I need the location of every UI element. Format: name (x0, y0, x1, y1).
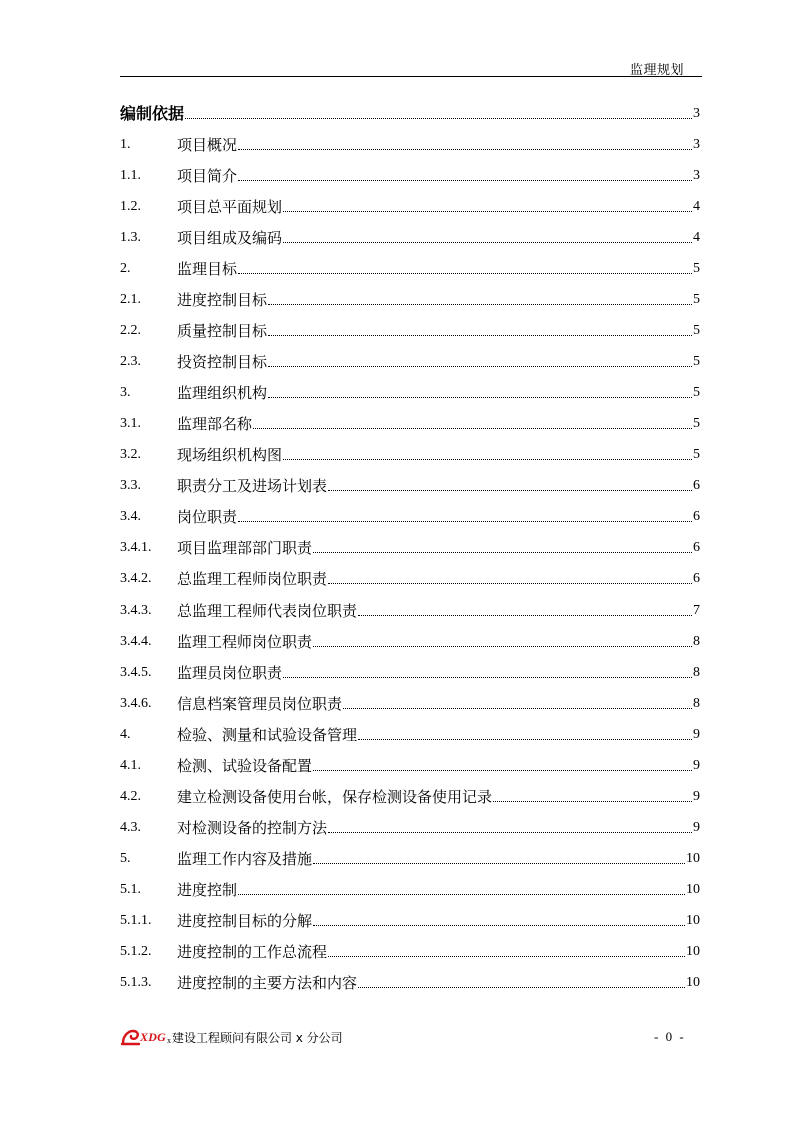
toc-entry-page: 5 (693, 385, 700, 400)
toc-entry[interactable] (120, 348, 700, 372)
toc-leader-dots (313, 551, 692, 553)
toc-leader-dots (313, 645, 692, 647)
toc-entry-title: 进度控制目标的分解 (177, 912, 313, 930)
toc-leader-dots (238, 272, 692, 274)
toc-entry[interactable] (120, 193, 700, 217)
toc-entry-title: 项目概况 (177, 136, 238, 154)
toc-entry-page: 9 (693, 727, 700, 742)
toc-leader-dots (313, 924, 685, 926)
toc-leader-dots (283, 458, 692, 460)
toc-entry-page: 6 (693, 571, 700, 586)
toc-entry[interactable] (120, 379, 700, 403)
toc-entry-number: 4.3. (120, 820, 141, 835)
toc-entry[interactable] (120, 752, 700, 776)
toc-entry-title: 项目组成及编码 (177, 229, 283, 247)
toc-entry-number: 5.1.2. (120, 944, 152, 959)
toc-entry-number: 4.1. (120, 758, 141, 773)
toc-entry-page: 3 (693, 106, 700, 121)
toc-leader-dots (328, 582, 692, 584)
toc-entry[interactable] (120, 162, 700, 186)
toc-entry-page: 10 (686, 913, 700, 928)
toc-leader-dots (328, 831, 692, 833)
toc-leader-dots (328, 955, 685, 957)
toc-entry-page: 5 (693, 323, 700, 338)
toc-entry-number: 2. (120, 261, 131, 276)
toc-entry-title: 监理员岗位职责 (177, 664, 283, 682)
toc-entry-title: 监理组织机构 (177, 384, 268, 402)
toc-entry-page: 6 (693, 509, 700, 524)
toc-leader-dots (238, 893, 685, 895)
toc-entry-number: 3.4.6. (120, 696, 152, 711)
toc-entry-title: 进度控制 (177, 881, 238, 899)
company-logo (120, 1027, 172, 1047)
toc-entry-title: 检验、测量和试验设备管理 (177, 726, 358, 744)
toc-entry-title: 信息档案管理员岗位职责 (177, 695, 343, 713)
toc-entry-number: 3.4.3. (120, 603, 152, 618)
toc-leader-dots (238, 148, 692, 150)
toc-entry-number: 3. (120, 385, 131, 400)
toc-entry[interactable] (120, 565, 700, 589)
toc-entry-title: 项目总平面规划 (177, 198, 283, 216)
toc-entry-number: 3.4. (120, 509, 141, 524)
toc-entry[interactable] (120, 721, 700, 745)
toc-entry-title: 总监理工程师代表岗位职责 (177, 602, 358, 620)
header-rule (120, 76, 702, 77)
toc-entry[interactable] (120, 690, 700, 714)
toc-entry[interactable] (120, 131, 700, 155)
toc-entry-page: 8 (693, 634, 700, 649)
toc-entry[interactable] (120, 255, 700, 279)
toc-entry-number: 3.4.4. (120, 634, 152, 649)
toc-entry-page: 10 (686, 975, 700, 990)
toc-entry[interactable] (120, 286, 700, 310)
toc-leader-dots (343, 707, 692, 709)
toc-leader-dots (358, 986, 685, 988)
toc-entry-number: 3.4.5. (120, 665, 152, 680)
toc-entry-title: 总监理工程师岗位职责 (177, 570, 328, 588)
toc-leader-dots (238, 179, 692, 181)
toc-entry-page: 10 (686, 851, 700, 866)
toc-entry[interactable] (120, 317, 700, 341)
toc-entry[interactable] (120, 938, 700, 962)
toc-entry-page: 4 (693, 199, 700, 214)
toc-entry[interactable] (120, 845, 700, 869)
toc-entry-page: 9 (693, 758, 700, 773)
toc-entry-number: 1.1. (120, 168, 141, 183)
toc-entry-title: 编制依据 (120, 104, 185, 123)
toc-entry[interactable] (120, 100, 700, 124)
toc-entry-title: 监理目标 (177, 260, 238, 278)
page-footer (120, 1026, 343, 1048)
logo-mark-icon (120, 1027, 142, 1047)
company-name: 建设工程顾问有限公司 x 分公司 (171, 1030, 343, 1045)
toc-entry-number: 5. (120, 851, 131, 866)
toc-leader-dots (268, 396, 692, 398)
toc-entry-number: 3.3. (120, 478, 141, 493)
toc-entry-title: 监理工程师岗位职责 (177, 633, 313, 651)
toc-entry-page: 5 (693, 354, 700, 369)
toc-entry-page: 4 (693, 230, 700, 245)
toc-entry-number: 5.1.3. (120, 975, 152, 990)
logo-subscript: x (166, 1035, 171, 1045)
toc-entry-number: 5.1. (120, 882, 141, 897)
toc-entry[interactable] (120, 969, 700, 993)
toc-entry-page: 6 (693, 478, 700, 493)
toc-entry-title: 进度控制的主要方法和内容 (177, 974, 358, 992)
toc-entry-number: 1.2. (120, 199, 141, 214)
toc-leader-dots (268, 365, 692, 367)
toc-entry-page: 7 (693, 603, 700, 618)
toc-entry-page: 8 (693, 696, 700, 711)
toc-leader-dots (283, 676, 692, 678)
toc-entry-title: 岗位职责 (177, 508, 238, 526)
toc-entry[interactable] (120, 597, 700, 621)
toc-entry-title: 监理工作内容及措施 (177, 850, 313, 868)
page-number: - 0 - (654, 1029, 686, 1044)
toc-entry-number: 4. (120, 727, 131, 742)
toc-leader-dots (358, 738, 692, 740)
toc-entry[interactable] (120, 472, 700, 496)
toc-leader-dots (253, 427, 692, 429)
toc-entry-title: 质量控制目标 (177, 322, 268, 340)
toc-entry-number: 3.1. (120, 416, 141, 431)
toc-leader-dots (313, 769, 692, 771)
toc-entry-title: 进度控制目标 (177, 291, 268, 309)
toc-entry-page: 10 (686, 882, 700, 897)
toc-entry-title: 检测、试验设备配置 (177, 757, 313, 775)
toc-entry-title: 现场组织机构图 (177, 446, 283, 464)
toc-entry[interactable] (120, 814, 700, 838)
toc-entry[interactable] (120, 628, 700, 652)
toc-entry-number: 2.3. (120, 354, 141, 369)
toc-entry-number: 2.2. (120, 323, 141, 338)
toc-entry-number: 1. (120, 137, 131, 152)
toc-entry[interactable] (120, 503, 700, 527)
toc-entry-page: 6 (693, 540, 700, 555)
toc-entry-page: 9 (693, 820, 700, 835)
toc-entry[interactable] (120, 441, 700, 465)
toc-leader-dots (493, 800, 692, 802)
toc-entry[interactable] (120, 224, 700, 248)
toc-entry-page: 5 (693, 447, 700, 462)
toc-entry-page: 5 (693, 292, 700, 307)
toc-entry-page: 3 (693, 168, 700, 183)
toc-entry[interactable] (120, 534, 700, 558)
toc-entry-number: 3.4.1. (120, 540, 152, 555)
toc-entry-number: 5.1.1. (120, 913, 152, 928)
toc-entry[interactable] (120, 410, 700, 434)
toc-leader-dots (313, 862, 685, 864)
toc-entry-title: 进度控制的工作总流程 (177, 943, 328, 961)
toc-entry-title: 建立检测设备使用台帐，保存检测设备使用记录 (177, 788, 493, 806)
toc-entry-page: 9 (693, 789, 700, 804)
toc-entry-page: 3 (693, 137, 700, 152)
toc-entry-number: 3.2. (120, 447, 141, 462)
toc-entry[interactable] (120, 783, 700, 807)
toc-entry-number: 3.4.2. (120, 571, 152, 586)
toc-leader-dots (283, 210, 692, 212)
toc-leader-dots (358, 614, 692, 616)
toc-leader-dots (185, 117, 692, 119)
toc-entry[interactable] (120, 659, 700, 683)
toc-entry[interactable] (120, 876, 700, 900)
toc-entry-page: 5 (693, 416, 700, 431)
toc-entry-number: 1.3. (120, 230, 141, 245)
toc-leader-dots (268, 303, 692, 305)
toc-entry-number: 2.1. (120, 292, 141, 307)
toc-entry-number: 4.2. (120, 789, 141, 804)
toc-entry-title: 对检测设备的控制方法 (177, 819, 328, 837)
toc-entry-title: 投资控制目标 (177, 353, 268, 371)
toc-entry-page: 10 (686, 944, 700, 959)
toc-entry-title: 监理部名称 (177, 415, 253, 433)
toc-entry-page: 5 (693, 261, 700, 276)
toc-entry-title: 职责分工及进场计划表 (177, 477, 328, 495)
toc-leader-dots (283, 241, 692, 243)
toc-leader-dots (268, 334, 692, 336)
toc-entry-title: 项目监理部部门职责 (177, 539, 313, 557)
toc-leader-dots (328, 489, 692, 491)
toc-leader-dots (238, 520, 692, 522)
toc-entry-page: 8 (693, 665, 700, 680)
header-title: 监理规划 (629, 63, 684, 78)
logo-text: XDG (140, 1029, 166, 1044)
toc-entry[interactable] (120, 907, 700, 931)
toc-entry-title: 项目简介 (177, 167, 238, 185)
